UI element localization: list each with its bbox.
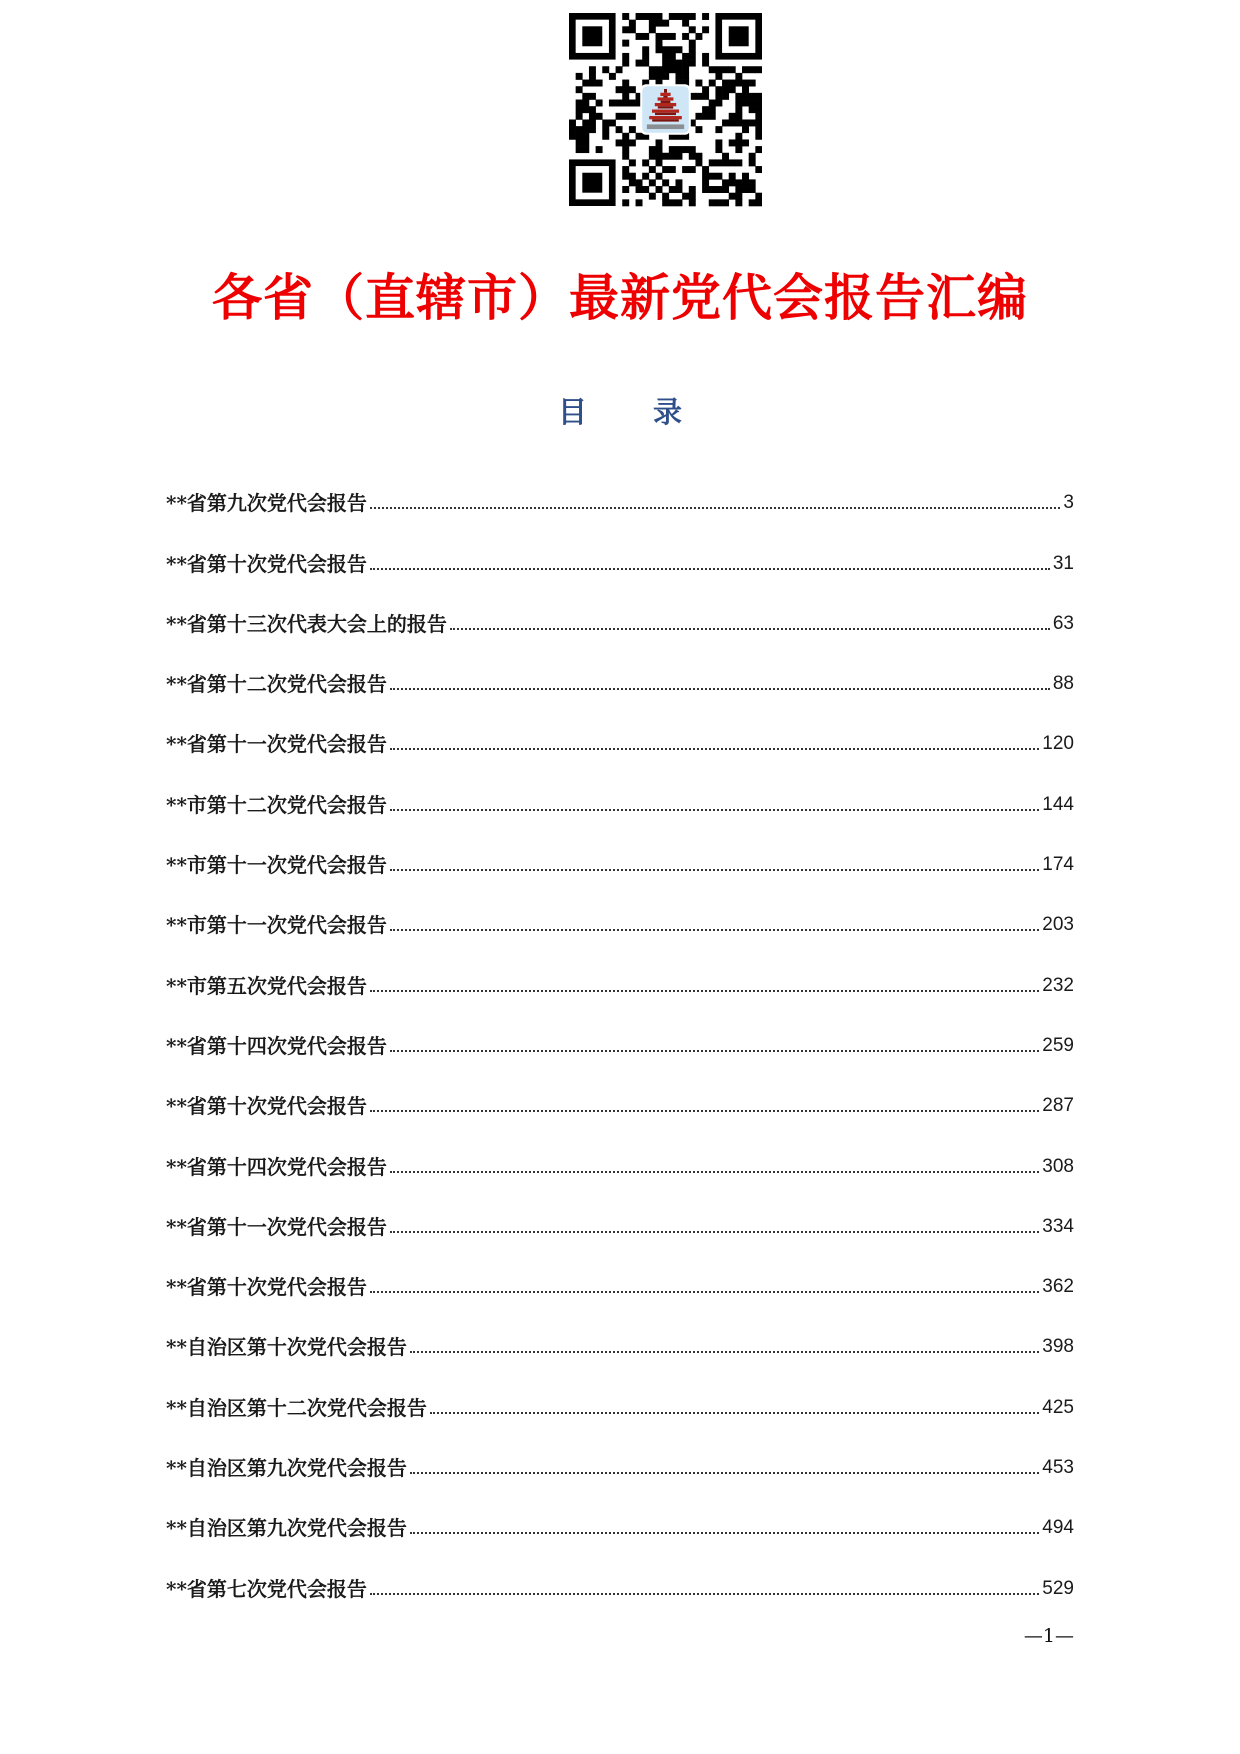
toc-entry-label: **市第十一次党代会报告 — [166, 853, 387, 878]
toc-entry[interactable] — [166, 1118, 1074, 1178]
toc-entry-label: **省第十次党代会报告 — [166, 1275, 367, 1300]
toc-entry[interactable] — [166, 937, 1074, 997]
dot-leader — [390, 688, 1050, 690]
dot-leader — [370, 1593, 1039, 1595]
toc-entry-page: 3 — [1063, 492, 1074, 514]
toc-entry-page: 232 — [1042, 974, 1074, 996]
toc-entry[interactable] — [166, 1359, 1074, 1419]
page-number: —1— — [1023, 1625, 1074, 1647]
dot-leader — [410, 1351, 1039, 1353]
dot-leader — [390, 929, 1039, 931]
toc-entry-label: **市第十一次党代会报告 — [166, 913, 387, 938]
toc-entry-page: 425 — [1042, 1396, 1074, 1418]
dot-leader — [390, 869, 1039, 871]
toc-entry[interactable] — [166, 1480, 1074, 1540]
toc-entry-label: **市第十二次党代会报告 — [166, 792, 387, 817]
toc-entry-page: 398 — [1042, 1336, 1074, 1358]
toc-entry-label: **市第五次党代会报告 — [166, 973, 367, 998]
toc-entry-label: **省第十二次党代会报告 — [166, 672, 387, 697]
toc-heading: 目 录 — [557, 395, 711, 429]
dot-leader — [390, 809, 1039, 811]
toc-entry-page: 334 — [1042, 1215, 1074, 1237]
dot-leader — [390, 1050, 1039, 1052]
document-title: 各省（直辖市）最新党代会报告汇编 — [212, 268, 1028, 327]
toc-entry-label: **省第十四次党代会报告 — [166, 1033, 387, 1058]
toc-entry-label: **省第十一次党代会报告 — [166, 732, 387, 757]
dot-leader — [430, 1412, 1039, 1414]
toc-entry[interactable] — [166, 1179, 1074, 1239]
table-of-contents — [166, 455, 1074, 1601]
toc-entry-label: **省第十次党代会报告 — [166, 1094, 367, 1119]
toc-entry-label: **自治区第九次党代会报告 — [166, 1456, 407, 1481]
toc-entry-label: **省第十一次党代会报告 — [166, 1214, 387, 1239]
toc-entry[interactable] — [166, 1299, 1074, 1359]
toc-entry-label: **省第十三次代表大会上的报告 — [166, 611, 447, 636]
toc-entry[interactable] — [166, 1058, 1074, 1118]
toc-entry-page: 287 — [1042, 1095, 1074, 1117]
toc-entry-page: 362 — [1042, 1276, 1074, 1298]
toc-entry[interactable] — [166, 636, 1074, 696]
dot-leader — [390, 1231, 1039, 1233]
dot-leader — [370, 1291, 1039, 1293]
toc-entry-page: 453 — [1042, 1457, 1074, 1479]
toc-entry-page: 308 — [1042, 1155, 1074, 1177]
dot-leader — [390, 1171, 1039, 1173]
toc-entry-label: **自治区第九次党代会报告 — [166, 1516, 407, 1541]
toc-entry-label: **省第七次党代会报告 — [166, 1576, 367, 1601]
toc-entry[interactable] — [166, 515, 1074, 575]
toc-entry-page: 174 — [1042, 854, 1074, 876]
pagoda-logo-icon — [640, 84, 691, 135]
toc-entry-page: 88 — [1052, 673, 1074, 695]
toc-entry-label: **省第十次党代会报告 — [166, 551, 367, 576]
dot-leader — [370, 1110, 1039, 1112]
toc-entry[interactable] — [166, 1239, 1074, 1299]
toc-entry-label: **省第九次党代会报告 — [166, 491, 367, 516]
toc-entry-page: 203 — [1042, 914, 1074, 936]
dot-leader — [370, 507, 1061, 509]
toc-entry-label: **自治区第十二次党代会报告 — [166, 1395, 427, 1420]
toc-entry-page: 144 — [1042, 793, 1074, 815]
dot-leader — [370, 568, 1050, 570]
qr-code — [569, 13, 762, 209]
dot-leader — [390, 748, 1039, 750]
toc-entry[interactable] — [166, 1420, 1074, 1480]
toc-entry[interactable] — [166, 455, 1074, 515]
toc-entry[interactable] — [166, 1540, 1074, 1600]
qr-code-icon — [569, 13, 762, 209]
toc-entry-page: 63 — [1052, 612, 1074, 634]
toc-entry-page: 529 — [1042, 1577, 1074, 1599]
toc-entry-label: **自治区第十次党代会报告 — [166, 1335, 407, 1360]
toc-entry[interactable] — [166, 576, 1074, 636]
toc-entry[interactable] — [166, 877, 1074, 937]
toc-entry[interactable] — [166, 696, 1074, 756]
dot-leader — [410, 1532, 1039, 1534]
toc-entry-page: 494 — [1042, 1517, 1074, 1539]
toc-entry[interactable] — [166, 756, 1074, 816]
toc-entry[interactable] — [166, 817, 1074, 877]
toc-entry[interactable] — [166, 998, 1074, 1058]
dot-leader — [410, 1472, 1039, 1474]
toc-entry-page: 120 — [1042, 733, 1074, 755]
dot-leader — [370, 990, 1039, 992]
toc-entry-page: 31 — [1052, 552, 1074, 574]
toc-entry-label: **省第十四次党代会报告 — [166, 1154, 387, 1179]
toc-entry-page: 259 — [1042, 1034, 1074, 1056]
dot-leader — [450, 628, 1050, 630]
